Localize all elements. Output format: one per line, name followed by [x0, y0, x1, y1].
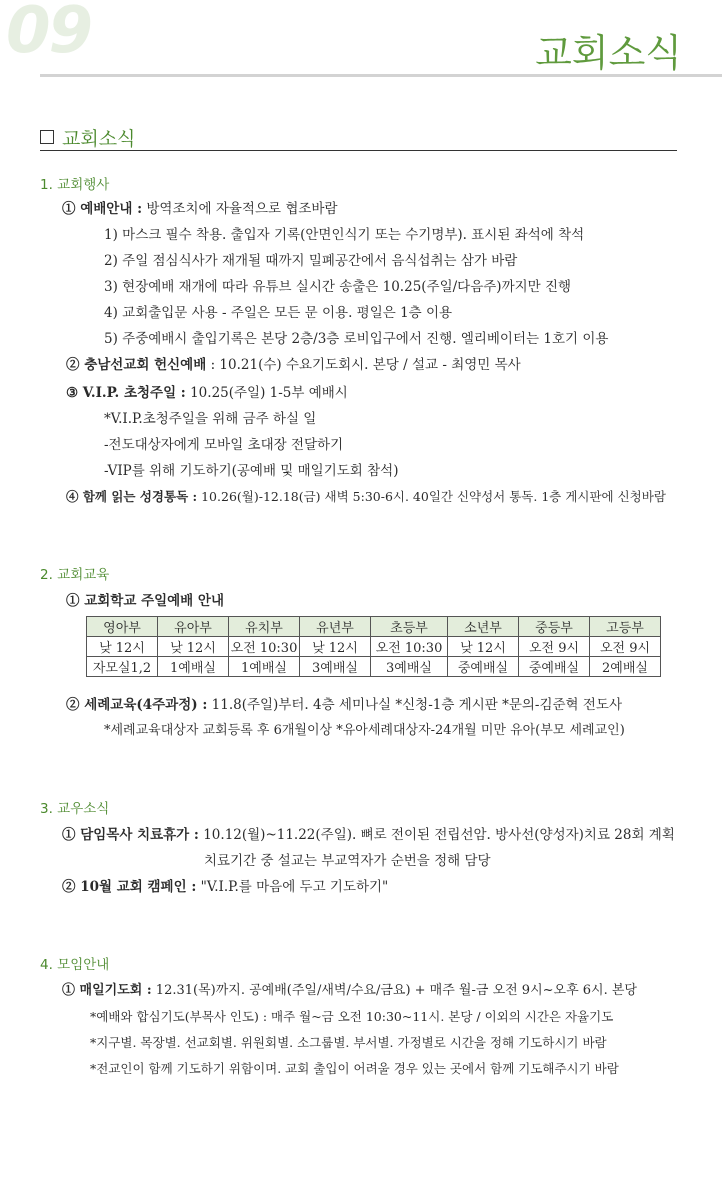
table-cell: 3예배실 — [300, 657, 371, 677]
table-header-cell: 유치부 — [229, 617, 300, 637]
list-item — [62, 982, 637, 1000]
subsection-title: 2. 교회교육 — [40, 567, 110, 583]
subsection-title: 3. 교우소식 — [40, 801, 110, 817]
list-item — [66, 384, 348, 402]
sub-item: 3) 현장예배 재개에 따라 유튜브 실시간 송출은 10.25(주일/다음주)까지만 진행 — [104, 279, 572, 295]
table-cell: 오전 10:30 — [371, 637, 448, 657]
table-cell: 낮 12시 — [300, 637, 371, 657]
table-cell: 낮 12시 — [87, 637, 158, 657]
table-cell: 낮 12시 — [448, 637, 519, 657]
item-text: 10.12(월)~11.22(주일). 뼈로 전이된 전립선암. 방사선(양성자)치료 28회 계획 — [203, 827, 675, 843]
list-item — [62, 878, 388, 896]
table-cell: 2예배실 — [590, 657, 661, 677]
checkbox-square-icon — [40, 130, 54, 144]
table-cell: 오전 10:30 — [229, 637, 300, 657]
list-item — [62, 200, 338, 218]
schedule-table — [86, 616, 661, 677]
item-text: 12.31(목)까지. 공예배(주일/새벽/수요/금요) + 매주 월-금 오전 9시~오후 6시. 본당 — [155, 983, 637, 998]
list-item — [66, 488, 666, 506]
item-text-continued: 치료기간 중 설교는 부교역자가 순번을 정해 담당 — [204, 853, 491, 869]
table-cell: 오전 9시 — [590, 637, 661, 657]
item-text: 11.8(주일)부터. 4층 세미나실 *신청-1층 게시판 *문의-김준혁 전도사 — [211, 697, 623, 713]
page-number: 09 — [6, 0, 92, 68]
item-text: "V.I.P.를 마음에 두고 기도하기" — [200, 879, 389, 895]
list-item: ① 교회학교 주일예배 안내 — [66, 593, 225, 609]
subsection-title: 1. 교회행사 — [40, 177, 110, 193]
list-item — [66, 356, 521, 374]
table-row — [87, 657, 661, 677]
sub-item: *예배와 합심기도(부목사 인도) : 매주 월~금 오전 10:30~11시. 본당 / 이외의 시간은 자율기도 — [90, 1009, 614, 1024]
sub-item: *전교인이 함께 기도하기 위함이며. 교회 출입이 어려울 경우 있는 곳에서 함께 기도해주시기 바람 — [90, 1061, 619, 1076]
table-cell: 낮 12시 — [158, 637, 229, 657]
table-cell: 중예배실 — [448, 657, 519, 677]
item-label: ② 세례교육(4주과정) : — [66, 697, 208, 713]
table-cell: 자모실1,2 — [87, 657, 158, 677]
sub-item: 2) 주일 점심식사가 재개될 때까지 밀폐공간에서 음식섭취는 삼가 바람 — [104, 253, 518, 269]
subsection-title: 4. 모임안내 — [40, 957, 110, 973]
item-label: ① 매일기도회 : — [62, 983, 152, 998]
table-header-cell: 소년부 — [448, 617, 519, 637]
item-text: : 10.21(수) 수요기도회시. 본당 / 설교 - 최영민 목사 — [210, 357, 521, 373]
section-heading — [40, 124, 135, 151]
item-label: ① 예배안내 : — [62, 201, 143, 217]
table-header-cell: 중등부 — [519, 617, 590, 637]
page-title: 교회소식 — [535, 31, 682, 75]
table-header-cell: 유년부 — [300, 617, 371, 637]
sub-item: 4) 교회출입문 사용 - 주일은 모든 문 이용. 평일은 1층 이용 — [104, 305, 453, 321]
table-row — [87, 637, 661, 657]
table-header-cell: 유아부 — [158, 617, 229, 637]
table-header-row — [87, 617, 661, 637]
table-cell: 3예배실 — [371, 657, 448, 677]
sub-item: 5) 주중예배시 출입기록은 본당 2층/3층 로비입구에서 진행. 엘리베이터는 1호기 이용 — [104, 331, 609, 347]
table-header-cell: 고등부 — [590, 617, 661, 637]
item-label: ② 충남선교회 헌신예배 — [66, 357, 207, 373]
table-cell: 1예배실 — [229, 657, 300, 677]
item-label: ④ 함께 읽는 성경통독 : — [66, 489, 198, 504]
list-item — [66, 696, 622, 714]
table-cell: 중예배실 — [519, 657, 590, 677]
table-cell: 1예배실 — [158, 657, 229, 677]
item-text: 10.25(주일) 1-5부 예배시 — [190, 385, 348, 401]
sub-item: -전도대상자에게 모바일 초대장 전달하기 — [104, 437, 344, 453]
section-heading-text: 교회소식 — [62, 128, 136, 150]
sub-item: *지구별. 목장별. 선교회별. 위원회별. 소그룹별. 부서별. 가정별로 시간을 정해 기도하시기 바람 — [90, 1035, 607, 1050]
table-header-cell: 초등부 — [371, 617, 448, 637]
item-text: 방역조치에 자율적으로 협조바람 — [146, 201, 338, 217]
section-rule — [40, 150, 677, 151]
list-item — [62, 826, 675, 844]
item-label: ③ V.I.P. 초청주일 : — [66, 385, 186, 401]
item-label: ② 10월 교회 캠페인 : — [62, 879, 197, 895]
item-label: ① 담임목사 치료휴가 : — [62, 827, 199, 843]
sub-item: *세례교육대상자 교회등록 후 6개월이상 *유아세례대상자-24개월 미만 유아(부모 세례교인) — [104, 723, 625, 738]
table-cell: 오전 9시 — [519, 637, 590, 657]
table-header-cell: 영아부 — [87, 617, 158, 637]
item-text: 10.26(월)-12.18(금) 새벽 5:30-6시. 40일간 신약성서 통독. 1층 게시판에 신청바람 — [201, 489, 666, 504]
sub-item: *V.I.P.초청주일을 위해 금주 하실 일 — [104, 411, 317, 427]
sub-item: 1) 마스크 필수 착용. 출입자 기록(안면인식기 또는 수기명부). 표시된 좌석에 착석 — [104, 227, 585, 243]
sub-item: -VIP를 위해 기도하기(공예배 및 매일기도회 참석) — [104, 463, 399, 479]
